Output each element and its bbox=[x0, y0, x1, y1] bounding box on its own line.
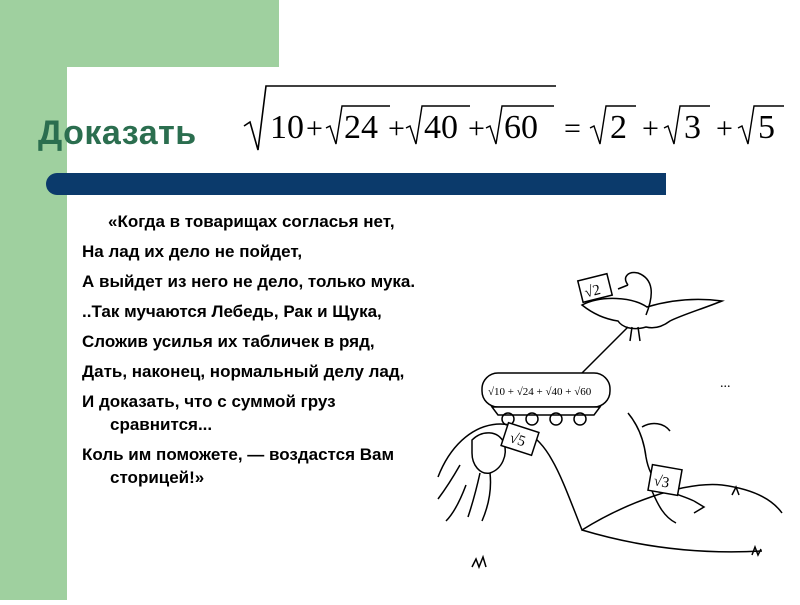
poem-line-1: «Когда в товарищах согласья нет, bbox=[108, 212, 395, 231]
rope bbox=[582, 327, 628, 373]
equation bbox=[240, 78, 800, 158]
divider-bar bbox=[46, 173, 666, 195]
top-decor-block bbox=[67, 0, 279, 67]
slide-title: Доказать bbox=[38, 114, 197, 152]
plus-sign: + bbox=[388, 112, 405, 145]
lhs-term-3: 40 bbox=[424, 109, 458, 146]
illustration-ellipsis: ... bbox=[720, 376, 731, 391]
rhs-term-1: 2 bbox=[610, 109, 627, 146]
poem-line-7: И доказать, что с суммой груз сравнится... bbox=[82, 392, 336, 434]
poem-line-8: Коль им поможете, — воздастся Вам сторицей!» bbox=[82, 445, 395, 487]
plus-sign: + bbox=[716, 112, 733, 145]
lhs-term-2: 24 bbox=[344, 109, 378, 146]
cart-figure bbox=[482, 373, 610, 425]
lhs-term-4: 60 bbox=[504, 109, 538, 146]
grass-tufts bbox=[472, 487, 761, 567]
plus-sign: + bbox=[642, 112, 659, 145]
swan-sign-label: √2 bbox=[583, 282, 603, 302]
pike-sign-label: √3 bbox=[652, 473, 671, 492]
poem-line-2: На лад их дело не пойдет, bbox=[82, 242, 303, 261]
equals-sign: = bbox=[564, 112, 581, 145]
poem-line-6: Дать, наконец, нормальный делу лад, bbox=[82, 362, 405, 381]
poem-text bbox=[82, 210, 427, 496]
plus-sign: + bbox=[468, 112, 485, 145]
fable-illustration bbox=[432, 255, 800, 600]
left-decor-bar bbox=[0, 0, 67, 600]
lhs-term-1: 10 bbox=[270, 109, 304, 146]
rhs-term-2: 3 bbox=[684, 109, 701, 146]
plus-sign: + bbox=[306, 112, 323, 145]
poem-line-3: А выйдет из него не дело, только мука. bbox=[82, 272, 416, 291]
rhs-term-3: 5 bbox=[758, 109, 775, 146]
cart-label: √10 + √24 + √40 + √60 bbox=[488, 386, 592, 398]
poem-line-4: ..Так мучаются Лебедь, Рак и Щука, bbox=[82, 302, 382, 321]
crayfish-sign-label: √5 bbox=[507, 430, 528, 451]
poem-line-5: Сложив усилья их табличек в ряд, bbox=[82, 332, 375, 351]
ground-line bbox=[582, 530, 762, 552]
